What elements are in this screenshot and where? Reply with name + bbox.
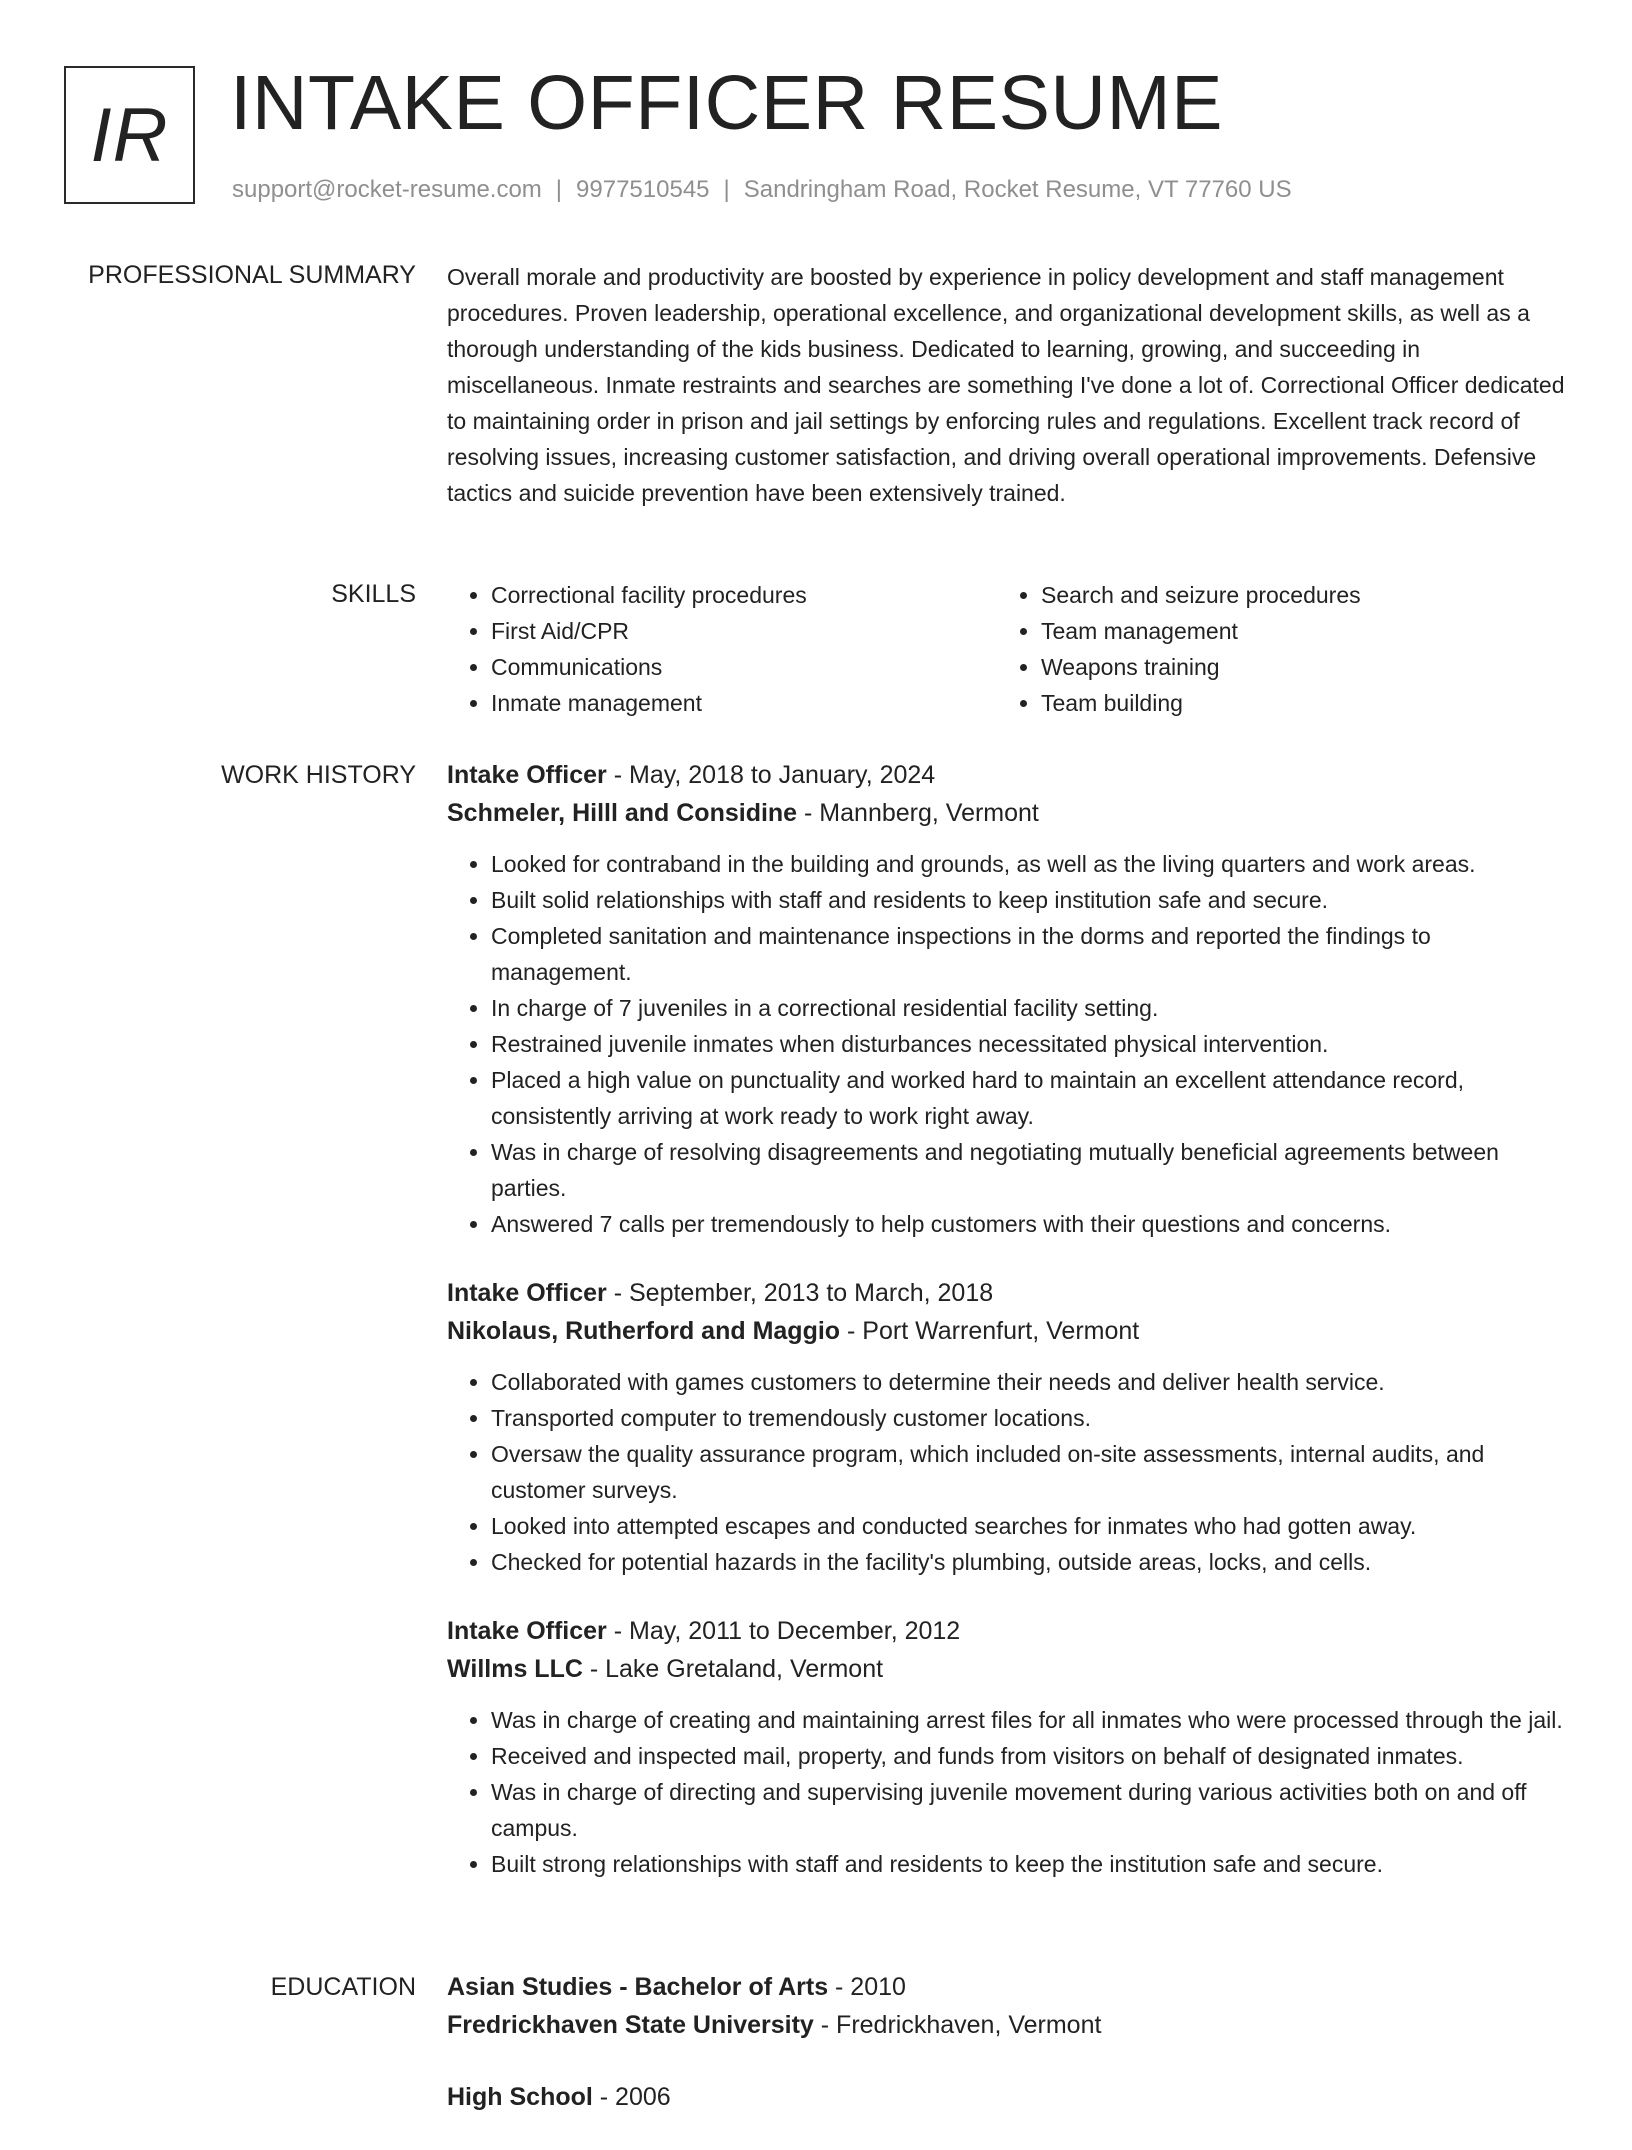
job-title: Intake Officer [447,761,607,789]
job-duty: • Transported computer to tremendously customer locations. [491,1400,1567,1436]
work-history-heading: WORK HISTORY [221,761,416,789]
contact-separator: | [723,176,730,203]
job-dates: - September, 2013 to March, 2018 [606,1279,994,1307]
skill-item: • Team building [1041,685,1547,721]
job-duty: • Looked for contraband in the building and grounds, as well as the living quarters and work areas. [491,846,1567,882]
skill-item: • Communications [491,649,997,685]
contact-phone[interactable]: 9977510545 [576,176,710,203]
job-title: Intake Officer [447,1279,607,1307]
job-duties-list [447,846,1567,1242]
job-company-line [447,1312,1567,1350]
degree: Asian Studies - Bachelor of Arts [447,1973,829,2001]
job-title-line [447,1612,1567,1650]
skill-item: • Search and seizure procedures [1041,577,1547,613]
monogram-logo: IR [64,66,195,204]
contact-line [232,174,1292,206]
job-company: Willms LLC [447,1655,583,1683]
skill-item: • Weapons training [1041,649,1547,685]
school-line [447,2006,1567,2044]
education-heading: EDUCATION [270,1973,416,2001]
skills-list-left [447,577,997,721]
job-duty: • Completed sanitation and maintenance inspections in the dorms and reported the findings to management. [491,918,1567,990]
job-entry [447,1612,1567,1882]
skill-item: • Inmate management [491,685,997,721]
job-duty: • Placed a high value on punctuality and worked hard to maintain an excellent attendance record, consistently arriving at work ready to work right away. [491,1062,1567,1134]
summary-heading: PROFESSIONAL SUMMARY [88,261,416,289]
job-company-line [447,794,1567,832]
job-duties-list [447,1702,1567,1882]
skill-item: • Team management [1041,613,1547,649]
job-duty: • Collaborated with games customers to determine their needs and deliver health service. [491,1364,1567,1400]
job-duty: • Checked for potential hazards in the facility's plumbing, outside areas, locks, and cells. [491,1544,1567,1580]
job-duty: • Answered 7 calls per tremendously to help customers with their questions and concerns. [491,1206,1567,1242]
job-duty: • Was in charge of directing and supervising juvenile movement during various activities both on and off campus. [491,1774,1567,1846]
contact-email[interactable]: support@rocket-resume.com [232,176,542,203]
school-location: - Fredrickhaven, Vermont [813,2011,1102,2039]
skill-item: • Correctional facility procedures [491,577,997,613]
skills-list-right [997,577,1547,721]
contact-address: Sandringham Road, Rocket Resume, VT 77760 US [743,176,1292,203]
job-company-line [447,1650,1567,1688]
job-title-line [447,756,1567,794]
graduation-year: - 2010 [828,1973,906,2001]
degree-line [447,2078,1567,2116]
job-duty: • Restrained juvenile inmates when disturbances necessitated physical intervention. [491,1026,1567,1062]
degree-line [447,1968,1567,2006]
job-duties-list [447,1364,1567,1580]
job-entry [447,1274,1567,1580]
job-dates: - May, 2011 to December, 2012 [606,1617,961,1645]
job-duty: • Oversaw the quality assurance program, which included on-site assessments, internal audits, and customer surveys. [491,1436,1567,1508]
job-location: - Lake Gretaland, Vermont [582,1655,884,1683]
school-name: Fredrickhaven State University [447,2011,814,2039]
job-title: Intake Officer [447,1617,607,1645]
job-duty: • Built solid relationships with staff and residents to keep institution safe and secure. [491,882,1567,918]
education-entry [447,1968,1567,2044]
job-duty: • Was in charge of creating and maintaining arrest files for all inmates who were processed through the jail. [491,1702,1567,1738]
job-location: - Mannberg, Vermont [797,799,1039,827]
graduation-year: - 2006 [592,2083,671,2111]
skill-item: • First Aid/CPR [491,613,997,649]
job-title-line [447,1274,1567,1312]
job-duty: • Built strong relationships with staff and residents to keep the institution safe and secure. [491,1846,1567,1882]
summary-text: Overall morale and productivity are boosted by experience in policy development and staff management procedures. Proven leadership, operational excellence, and organizational development skills, as well as a thorough understanding of the kids business. Dedicated to learning, growing, and succeeding in miscellaneous. Inmate restraints and searches are something I've done a lot of. Correctional Officer dedicated to maintaining order in prison and jail settings by enforcing rules and regulations. Excellent track record of resolving issues, increasing customer satisfaction, and driving overall operational improvements. Defensive tactics and suicide prevention have been extensively trained. [447,264,1565,506]
job-company: Nikolaus, Rutherford and Maggio [447,1317,841,1345]
job-duty: • Looked into attempted escapes and conducted searches for inmates who had gotten away. [491,1508,1567,1544]
education-entry [447,2078,1567,2116]
job-location: - Port Warrenfurt, Vermont [840,1317,1140,1345]
job-entry [447,756,1567,1242]
resume-title: INTAKE OFFICER RESUME [230,60,1224,146]
job-duty: • Received and inspected mail, property, and funds from visitors on behalf of designated inmates. [491,1738,1567,1774]
job-company: Schmeler, Hilll and Considine [447,799,798,827]
job-duty: • Was in charge of resolving disagreements and negotiating mutually beneficial agreements between parties. [491,1134,1567,1206]
skills-heading: SKILLS [331,580,416,608]
job-duty: • In charge of 7 juveniles in a correctional residential facility setting. [491,990,1567,1026]
contact-separator: | [555,176,563,203]
degree: High School [447,2083,593,2111]
job-dates: - May, 2018 to January, 2024 [606,761,936,789]
